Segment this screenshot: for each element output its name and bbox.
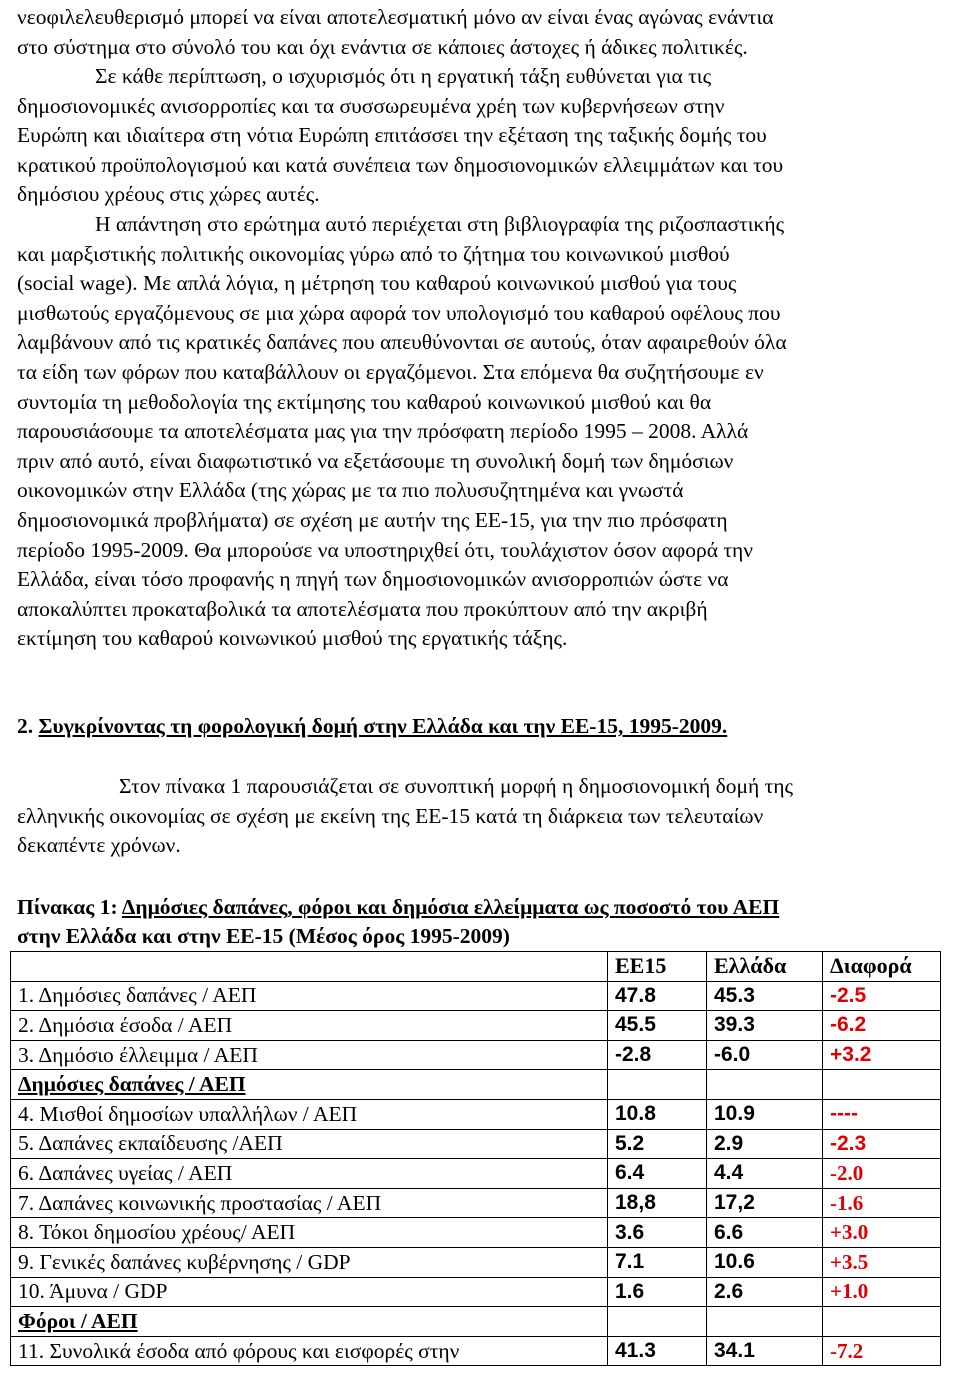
- table-caption: [17, 893, 947, 951]
- table-intro: [17, 772, 947, 861]
- text-line: στο σύστημα στο σύνολό του και όχι ενάντια σε κάποιες άστοχες ή άδικες πολιτικές.: [17, 34, 748, 59]
- text-line: συντομία τη μεθοδολογία της εκτίμησης του καθαρού κοινωνικού μισθού και θα: [17, 389, 712, 414]
- greece-value: -6.0: [707, 1040, 823, 1070]
- greece-value: 34.1: [707, 1336, 823, 1366]
- difference-value: -1.6: [823, 1188, 941, 1218]
- column-header-difference: Διαφορά: [823, 952, 941, 982]
- text-line: Ελλάδα, είναι τόσο προφανής η πηγή των δημοσιονομικών ανισορροπιών ώστε να: [17, 567, 729, 592]
- greece-value: 45.3: [707, 981, 823, 1011]
- paragraph: [17, 772, 947, 861]
- difference-value: +3.0: [823, 1218, 941, 1248]
- table-row: [11, 1159, 941, 1189]
- text-line: Η απάντηση στο ερώτημα αυτό περιέχεται στη βιβλιογραφία της ριζοσπαστικής: [95, 212, 785, 236]
- table-row: [11, 1129, 941, 1159]
- difference-value: -2.5: [823, 981, 941, 1011]
- eu15-value: 18,8: [608, 1188, 707, 1218]
- eu15-value: 1.6: [608, 1277, 707, 1307]
- text-line: δημόσιου χρέους στις χώρες αυτές.: [17, 182, 320, 207]
- paragraph: [17, 210, 947, 654]
- eu15-value: 5.2: [608, 1129, 707, 1159]
- text-line: οικονομικών στην Ελλάδα (της χώρας με τα πιο πολυσυζητημένα και γνωστά: [17, 478, 684, 503]
- table-row: [11, 1099, 941, 1129]
- greece-value: 4.4: [707, 1159, 823, 1189]
- text-line: κρατικού προϋπολογισμού και κατά συνέπεια των δημοσιονομικών ελλειμμάτων και του: [17, 152, 784, 177]
- caption-line-2: στην Ελλάδα και στην ΕΕ-15 (Μέσος όρος 1995-2009): [17, 924, 510, 948]
- paragraph-working-class: [17, 62, 947, 210]
- difference-value: -2.3: [823, 1129, 941, 1159]
- table-section-row: [11, 1307, 941, 1337]
- difference-value: ----: [823, 1099, 941, 1129]
- section-label: [11, 1070, 608, 1100]
- section-label: [11, 1307, 608, 1337]
- greece-value: 6.6: [707, 1218, 823, 1248]
- text-line: παρουσιάσουμε τα αποτελέσματα μας για την πρόσφατη περίοδο 1995 – 2008. Αλλά: [17, 419, 749, 444]
- difference-value: +3.2: [823, 1040, 941, 1070]
- text-line: εκτίμηση του καθαρού κοινωνικού μισθού της εργατικής τάξης.: [17, 626, 568, 651]
- text-line: λαμβάνουν από τις κρατικές δαπάνες που απευθύνονται σε αυτούς, όταν αφαιρεθούν όλα: [17, 330, 787, 355]
- text-line: δεκαπέντε χρόνων.: [17, 833, 181, 858]
- paragraph: [17, 3, 947, 62]
- fiscal-structure-table: [10, 951, 941, 1366]
- text-line: νεοφιλελευθερισμό μπορεί να είναι αποτελεσματική μόνο αν είναι ένας αγώνας ενάντια: [17, 5, 774, 29]
- greece-value: 10.9: [707, 1099, 823, 1129]
- row-label: 6. Δαπάνες υγείας / ΑΕΠ: [11, 1159, 608, 1189]
- greece-value: 39.3: [707, 1011, 823, 1041]
- empty-cell: [608, 1307, 707, 1337]
- table-row: [11, 1040, 941, 1070]
- eu15-value: 10.8: [608, 1099, 707, 1129]
- empty-cell: [823, 1307, 941, 1337]
- paragraph-continuation: [17, 3, 947, 62]
- text-line: πριν από αυτό, είναι διαφωτιστικό να εξετάσουμε τη συνολική δομή των δημόσιων: [17, 448, 734, 473]
- eu15-value: 45.5: [608, 1011, 707, 1041]
- text-line: Ευρώπη και ιδιαίτερα στη νότια Ευρώπη επιτάσσει την εξέταση της ταξικής δομής του: [17, 123, 767, 148]
- section-label-text: Δημόσιες δαπάνες / ΑΕΠ: [18, 1072, 246, 1097]
- text-line: μισθωτούς εργαζόμενους σε μια χώρα αφορά τον υπολογισμό του καθαρού οφέλους που: [17, 300, 781, 325]
- eu15-value: 41.3: [608, 1336, 707, 1366]
- text-line: Σε κάθε περίπτωση, ο ισχυρισμός ότι η εργατική τάξη ευθύνεται για τις: [95, 64, 712, 88]
- text-line: (social wage). Με απλά λόγια, η μέτρηση του καθαρού κοινωνικού μισθού για τους: [17, 271, 737, 296]
- eu15-value: 3.6: [608, 1218, 707, 1248]
- row-label: 2. Δημόσια έσοδα / ΑΕΠ: [11, 1011, 608, 1041]
- empty-cell: [707, 1070, 823, 1100]
- column-header: [11, 952, 608, 982]
- text-line: δημοσιονομικές ανισορροπίες και τα συσσωρευμένα χρέη των κυβερνήσεων στην: [17, 93, 725, 118]
- row-label: 8. Τόκοι δημοσίου χρέους/ ΑΕΠ: [11, 1218, 608, 1248]
- greece-value: 10.6: [707, 1247, 823, 1277]
- table-header-row: [11, 952, 941, 982]
- text-line: αποκαλύπτει προκαταβολικά τα αποτελέσματα που προκύπτουν από την ακριβή: [17, 596, 708, 621]
- caption-line-1: [17, 893, 947, 922]
- difference-value: -2.0: [823, 1159, 941, 1189]
- section-heading: [17, 714, 727, 739]
- eu15-value: 47.8: [608, 981, 707, 1011]
- empty-cell: [608, 1070, 707, 1100]
- empty-cell: [707, 1307, 823, 1337]
- text-line: δημοσιονομικά προβλήματα) σε σχέση με αυτήν της ΕΕ-15, για την πιο πρόσφατη: [17, 507, 728, 532]
- table-row: [11, 1218, 941, 1248]
- row-label: 4. Μισθοί δημοσίων υπαλλήλων / ΑΕΠ: [11, 1099, 608, 1129]
- text-line: Στον πίνακα 1 παρουσιάζεται σε συνοπτική μορφή η δημοσιονομική δομή της: [119, 774, 794, 798]
- greece-value: 17,2: [707, 1188, 823, 1218]
- empty-cell: [823, 1070, 941, 1100]
- row-label: 5. Δαπάνες εκπαίδευσης /ΑΕΠ: [11, 1129, 608, 1159]
- eu15-value: -2.8: [608, 1040, 707, 1070]
- table-row: [11, 1188, 941, 1218]
- section-title: Συγκρίνοντας τη φορολογική δομή στην Ελλάδα και την ΕΕ-15, 1995-2009.: [38, 714, 728, 738]
- row-label: 3. Δημόσιο έλλειμμα / ΑΕΠ: [11, 1040, 608, 1070]
- eu15-value: 7.1: [608, 1247, 707, 1277]
- text-line: και μαρξιστικής πολιτικής οικονομίας γύρω από το ζήτημα του κοινωνικού μισθού: [17, 241, 730, 266]
- column-header-eu15: ΕΕ15: [608, 952, 707, 982]
- difference-value: -7.2: [823, 1336, 941, 1366]
- caption-label: Πίνακας 1:: [17, 895, 118, 919]
- difference-value: +3.5: [823, 1247, 941, 1277]
- paragraph: [17, 62, 947, 210]
- row-label: 11. Συνολικά έσοδα από φόρους και εισφορές στην: [11, 1336, 608, 1366]
- row-label: 7. Δαπάνες κοινωνικής προστασίας / ΑΕΠ: [11, 1188, 608, 1218]
- row-label: 1. Δημόσιες δαπάνες / ΑΕΠ: [11, 981, 608, 1011]
- text-line: τα είδη των φόρων που καταβάλλουν οι εργαζόμενοι. Στα επόμενα θα συζητήσουμε εν: [17, 359, 764, 384]
- difference-value: -6.2: [823, 1011, 941, 1041]
- table-row: [11, 981, 941, 1011]
- table-section-row: [11, 1070, 941, 1100]
- table-body: [11, 952, 941, 1366]
- table-row: [11, 1247, 941, 1277]
- table-row: [11, 1011, 941, 1041]
- section-number: 2.: [17, 714, 34, 738]
- greece-value: 2.9: [707, 1129, 823, 1159]
- row-label: 10. Άμυνα / GDP: [11, 1277, 608, 1307]
- greece-value: 2.6: [707, 1277, 823, 1307]
- eu15-value: 6.4: [608, 1159, 707, 1189]
- text-line: περίοδο 1995-2009. Θα μπορούσε να υποστηριχθεί ότι, τουλάχιστον όσον αφορά την: [17, 537, 753, 562]
- text-line: ελληνικής οικονομίας σε σχέση με εκείνη της ΕΕ-15 κατά τη διάρκεια των τελευταίων: [17, 803, 764, 828]
- section-label-text: Φόροι / ΑΕΠ: [18, 1308, 138, 1333]
- row-label: 9. Γενικές δαπάνες κυβέρνησης / GDP: [11, 1247, 608, 1277]
- paragraph-social-wage: [17, 210, 947, 654]
- column-header-greece: Ελλάδα: [707, 952, 823, 982]
- table-row: [11, 1336, 941, 1366]
- table-row: [11, 1277, 941, 1307]
- caption-title: Δημόσιες δαπάνες, φόροι και δημόσια ελλείμματα ως ποσοστό του ΑΕΠ: [121, 895, 780, 919]
- difference-value: +1.0: [823, 1277, 941, 1307]
